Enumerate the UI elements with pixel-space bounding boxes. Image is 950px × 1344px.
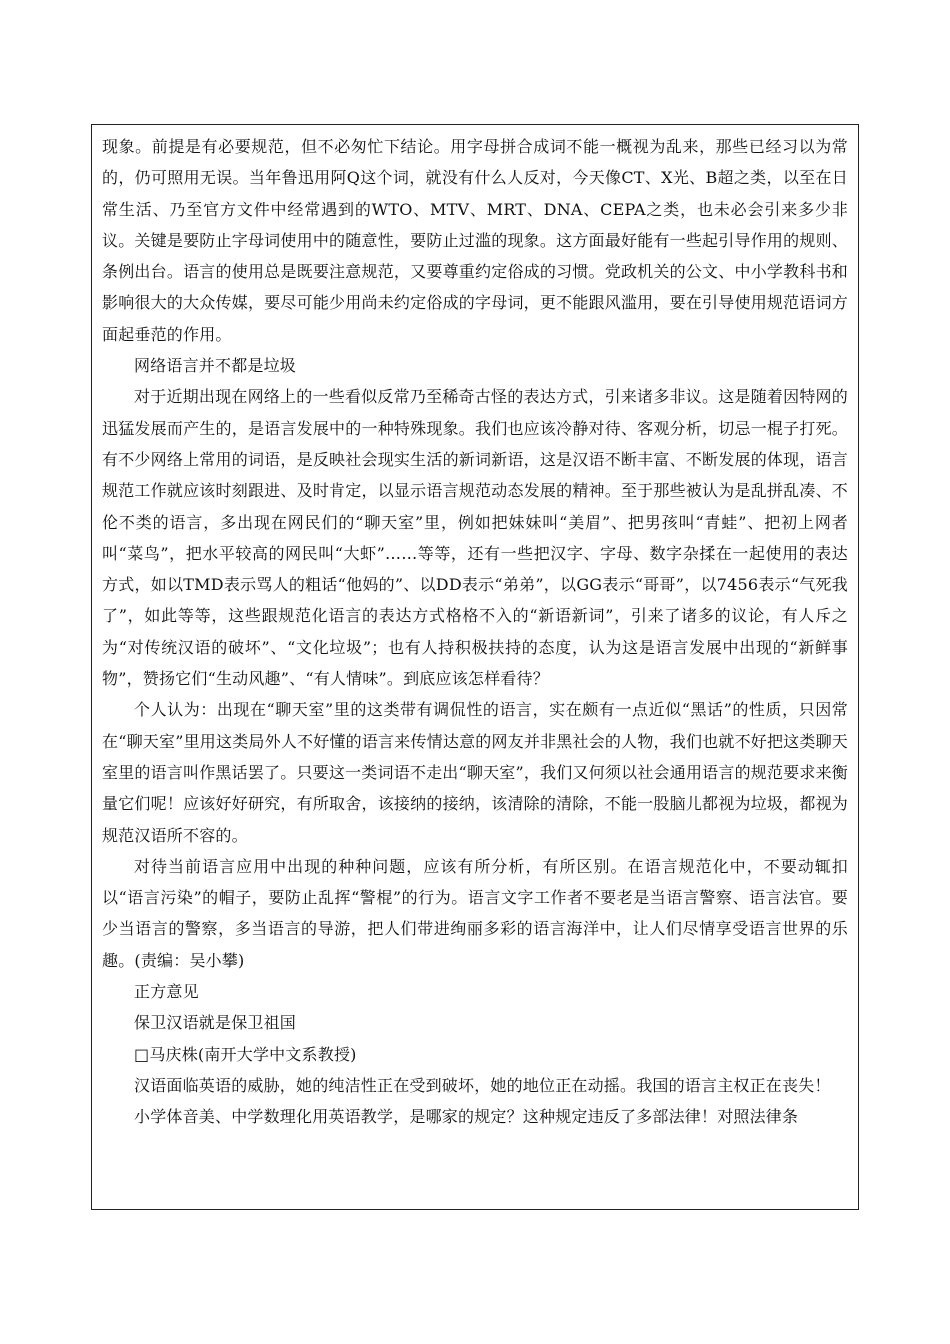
paragraph-english-teaching: 小学体音美、中学数理化用英语教学，是哪家的规定？这种规定违反了多部法律！对照法律条 [134,1107,799,1127]
section-heading-network-language: 网络语言并不都是垃圾 [134,356,297,376]
section-heading-pro-side: 正方意见 [134,982,199,1002]
paragraph-letter-words: 现象。前提是有必要规范，但不必匆忙下结论。用字母拼合成词不能一概视为乱来，那些已经习以为常的，仍可照用无误。当年鲁迅用阿Q这个词，就没有什么人反对，今天像CT、X光、B超之类，以至在日常生活、乃至官方文件中经常遇到的WTO、MTV、MRT、DNA、CEPA之类，也未必会引来多少非议。关键是要防止字母词使用中的随意性，要防止过滥的现象。这方面最好能有一些起引导作用的规则、条例出台。语言的使用总是既要注意规范，又要尊重约定俗成的习惯。党政机关的公文、中小学教科书和影响很大的大众传媒，要尽可能少用尚未约定俗成的字母词，更不能跟风滥用，要在引导使用规范语词方面起垂范的作用。 [102,137,848,344]
article-author: □马庆株(南开大学中文系教授) [134,1044,357,1064]
content-table-cell [91,124,859,1210]
paragraph-personal-opinion: 个人认为：出现在“聊天室”里的这类带有调侃性的语言，实在颇有一点近似“黑话”的性质，只因常在“聊天室”里用这类局外人不好懂的语言来传情达意的网友并非黑社会的人物，我们也就不好把这类聊天室里的语言叫作黑话罢了。只要这一类词语不走出“聊天室”，我们又何须以社会通用语言的规范要求来衡量它们呢！应该好好研究，有所取舍，该接纳的接纳，该清除的清除，不能一股脑儿都视为垃圾，都视为规范汉语所不容的。 [102,700,848,845]
paragraph-threat: 汉语面临英语的威胁，她的纯洁性正在受到破坏，她的地位正在动摇。我国的语言主权正在丧失！ [134,1075,831,1095]
paragraph-network-expressions: 对于近期出现在网络上的一些看似反常乃至稀奇古怪的表达方式，引来诸多非议。这是随着因特网的迅猛发展而产生的，是语言发展中的一种特殊现象。我们也应该冷静对待、客观分析，切忌一棍子打死。有不少网络上常用的词语，是反映社会现实生活的新词新语，这是汉语不断丰富、不断发展的体现，语言规范工作就应该时刻跟进、及时肯定，以显示语言规范动态发展的精神。至于那些被认为是乱拼乱凑、不伦不类的语言，多出现在网民们的“聊天室”里，例如把妹妹叫“美眉”、把男孩叫“青蛙”、把初上网者叫“菜鸟”，把水平较高的网民叫“大虾”……等等，还有一些把汉字、字母、数字杂揉在一起使用的表达方式，如以TMD表示骂人的粗话“他妈的”、以DD表示“弟弟”，以GG表示“哥哥”，以7456表示“气死我了”，如此等等，这些跟规范化语言的表达方式格格不入的“新语新词”，引来了诸多的议论，有人斥之为“对传统汉语的破坏”、“文化垃圾”；也有人持积极扶持的态度，认为这是语言发展中出现的“新鲜事物”，赞扬它们“生动风趣”、“有人情味”。到底应该怎样看待？ [102,387,848,689]
paragraph-conclusion: 对待当前语言应用中出现的种种问题，应该有所分析，有所区别。在语言规范化中，不要动辄扣以“语言污染”的帽子，要防止乱挥“警棍”的行为。语言文字工作者不要老是当语言警察、语言法官。要少当语言的警察，多当语言的导游，把人们带进绚丽多彩的语言海洋中，让人们尽情享受语言世界的乐趣。(责编：吴小攀) [102,856,848,970]
article-title: 保卫汉语就是保卫祖国 [134,1013,297,1033]
